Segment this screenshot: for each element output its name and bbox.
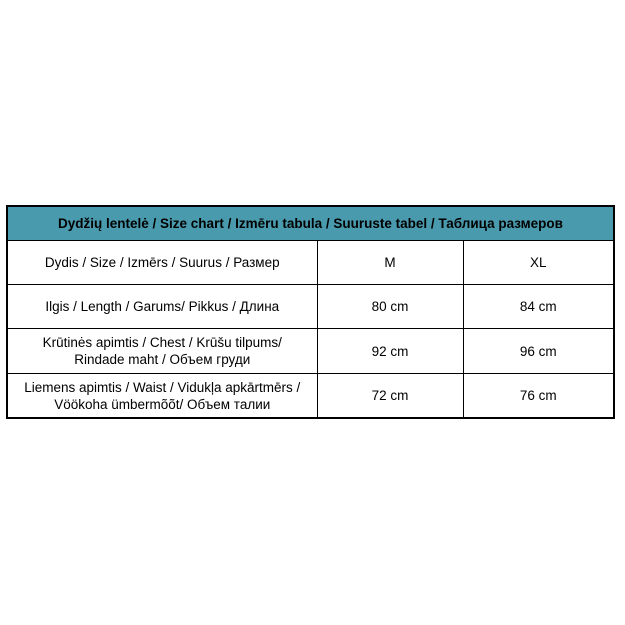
row-label-line: Dydis / Size / Izmērs / Suurus / Размер bbox=[44, 255, 280, 270]
table-row-size bbox=[7, 241, 614, 285]
row-label-line: Liemens apimtis / Waist / Vidukļa apkārtmērs / bbox=[24, 379, 301, 395]
cell-waist-xl: 76 cm bbox=[463, 374, 614, 419]
row-label bbox=[7, 241, 317, 285]
cell-length-m: 80 cm bbox=[317, 285, 463, 329]
row-label bbox=[7, 374, 317, 419]
table-header-row bbox=[7, 206, 614, 241]
row-label-line: Vöökoha ümbermõõt/ Объем талии bbox=[54, 396, 271, 412]
cell-length-xl: 84 cm bbox=[463, 285, 614, 329]
table-row-waist bbox=[7, 374, 614, 419]
table-row-length bbox=[7, 285, 614, 329]
cell-size-xl: XL bbox=[463, 241, 614, 285]
cell-waist-m: 72 cm bbox=[317, 374, 463, 419]
row-label bbox=[7, 285, 317, 329]
cell-size-m: M bbox=[317, 241, 463, 285]
cell-chest-m: 92 cm bbox=[317, 329, 463, 374]
row-label-line: Krūtinės apimtis / Chest / Krūšu tilpums/ bbox=[42, 335, 282, 350]
table-title: Dydžių lentelė / Size chart / Izmēru tabula / Suuruste tabel / Таблица размеров bbox=[7, 206, 614, 241]
cell-chest-xl: 96 cm bbox=[463, 329, 614, 374]
row-label-line: Ilgis / Length / Garums/ Pikkus / Длина bbox=[45, 299, 280, 314]
row-label-line: Rindade maht / Объем груди bbox=[74, 352, 251, 367]
table-row-chest bbox=[7, 329, 614, 374]
size-chart-table bbox=[6, 205, 615, 419]
row-label bbox=[7, 329, 317, 374]
